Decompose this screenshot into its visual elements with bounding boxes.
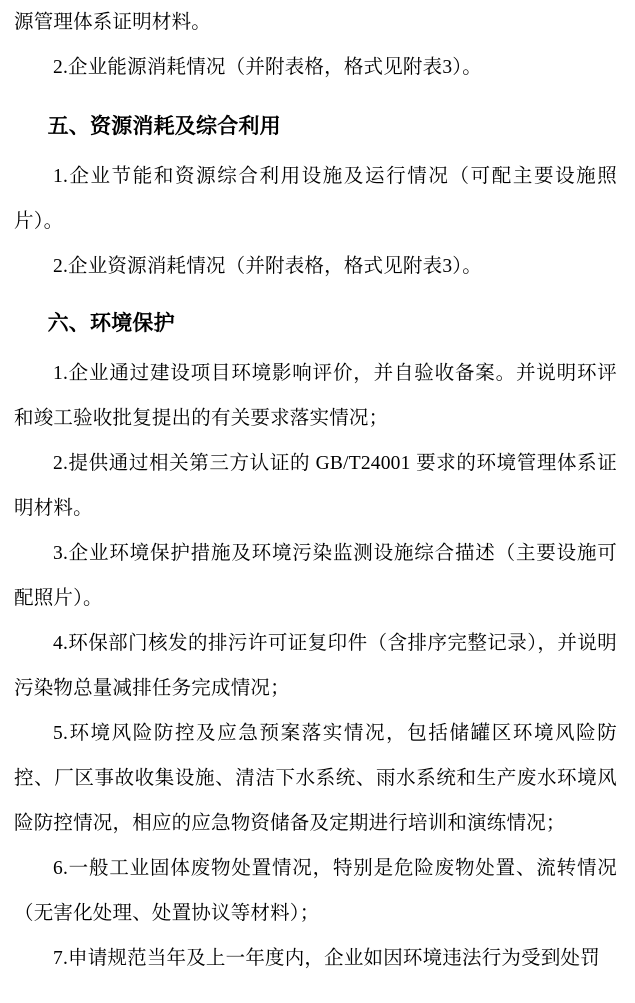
- paragraph-section6-item6: 6.一般工业固体废物处置情况，特别是危险废物处置、流转情况（无害化处理、处置协议等材料）；: [14, 858, 617, 924]
- paragraph-section5-item1: 1.企业节能和资源综合利用设施及运行情况（可配主要设施照片）。: [14, 166, 617, 232]
- paragraph-section6-item1: 1.企业通过建设项目环境影响评价，并自验收备案。并说明环评和竣工验收批复提出的有关要求落实情况；: [14, 363, 617, 429]
- section-heading-five: 五、资源消耗及综合利用: [47, 114, 281, 138]
- paragraph-section5-item2: 2.企业资源消耗情况（并附表格，格式见附表3）。: [53, 256, 482, 277]
- paragraph-section6-item4: 4.环保部门核发的排污许可证复印件（含排序完整记录），并说明污染物总量减排任务完成情况；: [14, 633, 617, 699]
- paragraph-section6-item7: 7.申请规范当年及上一年度内，企业如因环境违法行为受到处罚: [53, 948, 600, 969]
- paragraph-section6-item3: 3.企业环境保护措施及环境污染监测设施综合描述（主要设施可配照片）。: [14, 543, 617, 609]
- paragraph-section6-item5: 5.环境风险防控及应急预案落实情况，包括储罐区环境风险防控、厂区事故收集设施、清洁下水系统、雨水系统和生产废水环境风险防控情况，相应的应急物资储备及定期进行培训和演练情况；: [14, 723, 617, 834]
- section-heading-six: 六、环境保护: [47, 311, 175, 335]
- paragraph-section4-item2: 2.企业能源消耗情况（并附表格，格式见附表3）。: [53, 57, 482, 78]
- paragraph-section6-item2: 2.提供通过相关第三方认证的 GB/T24001 要求的环境管理体系证明材料。: [14, 453, 617, 519]
- paragraph-continued: 源管理体系证明材料。: [14, 12, 212, 33]
- document-body: [14, 0, 617, 981]
